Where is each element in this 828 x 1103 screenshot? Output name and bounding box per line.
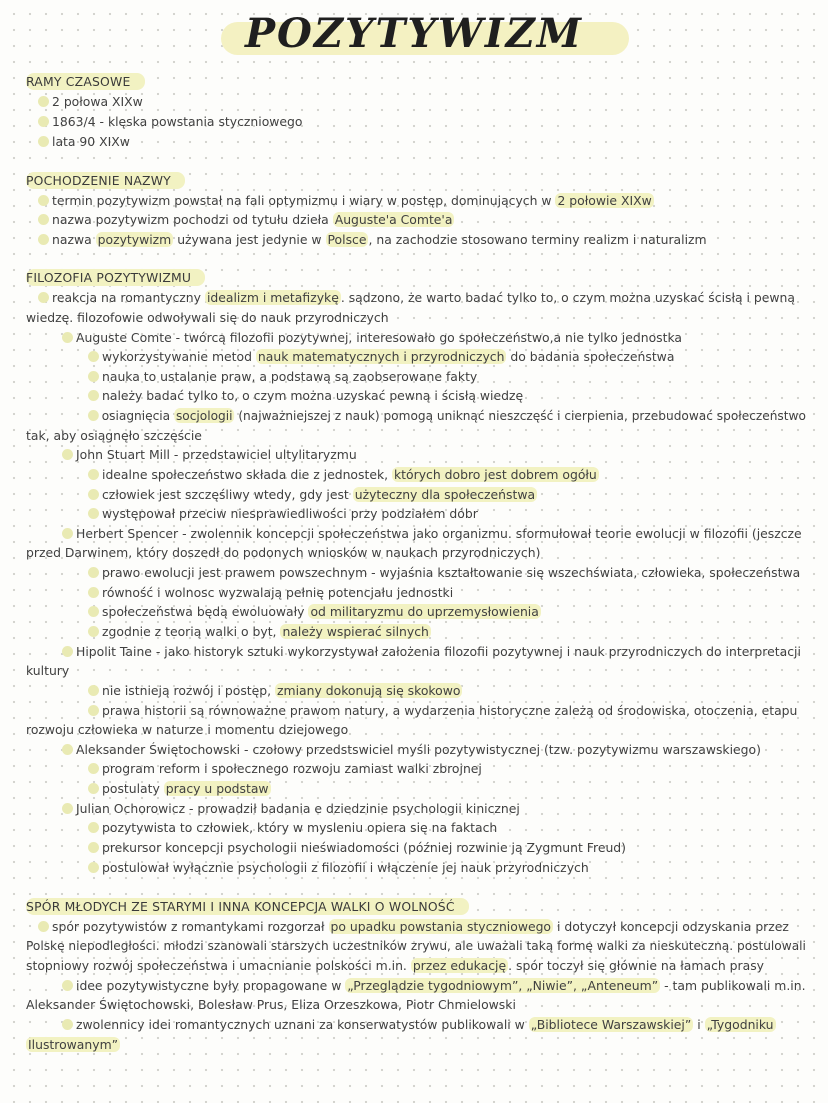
list-item: termin pozytywizm powstał na fali optymizmu i wiary w postęp, dominujących w 2 połowie XIXw <box>38 192 654 210</box>
bullet-dot <box>88 351 99 362</box>
person-entry-swietochowski: Aleksander Świętochowski - czołowy przedstswiciel myśli pozytywistycznej (tzw. pozytywizmu warszawskiego) <box>62 741 761 759</box>
list-item: idealne społeczeństwo składa die z jednostek, których dobro jest dobrem ogółu <box>88 466 599 484</box>
bullet-dot <box>88 489 99 500</box>
paragraph-line: spór pozytywistów z romantykami rozgorzał po upadku powstania styczniowego i dotyczył koncepcji odzyskania przez <box>38 918 789 936</box>
bullet-dot <box>62 1019 73 1030</box>
list-item: wykorzystywanie metod nauk matematycznych i przyrodniczych do badania społeczeństwa <box>88 348 674 366</box>
bullet-dot <box>88 371 99 382</box>
list-item: osiagnięcia socjologii (najważniejszej z nauk) pomogą uniknąć nieszczęść i cierpienia, przebudować społeczeństwo <box>88 407 806 425</box>
section-heading-filozofia <box>26 269 205 287</box>
bullet-dot <box>62 332 73 343</box>
section-heading-nazwa <box>26 172 185 190</box>
list-item: 1863/4 - klęska powstania styczniowego <box>38 113 302 131</box>
list-item: nazwa pozytywizm pochodzi od tytułu dzieła Auguste'a Comte'a <box>38 211 454 229</box>
bullet-dot <box>88 410 99 421</box>
bullet-dot <box>88 469 99 480</box>
paragraph-line: reakcja na romantyczny idealizm i metafizykę . sądzono, że warto badać tylko to, o czym można uzyskać ścisłą i pewną <box>38 289 795 307</box>
bullet-dot <box>38 195 49 206</box>
heading-highlight: FILOZOFIA POZYTYWIZMU <box>26 269 205 286</box>
heading-highlight: RAMY CZASOWE <box>26 73 145 90</box>
list-item: człowiek jest szczęśliwy wtedy, gdy jest użyteczny dla społeczeństwa <box>88 486 537 504</box>
section-heading-ramy <box>26 73 145 91</box>
list-item: nazwa pozytywizm używana jest jedynie w Polsce , na zachodzie stosowano terminy realizm i naturalizm <box>38 231 707 249</box>
heading-highlight: POCHODZENIE NAZWY <box>26 172 185 189</box>
bullet-dot <box>88 763 99 774</box>
paragraph-line: Ilustrowanym” <box>28 1037 119 1052</box>
person-entry-taine: Hipolit Taine - jako historyk sztuki wykorzystywał założenia filozofii pozytywnej i nauk przyrodniczych do interpretacji <box>62 643 801 661</box>
bullet-dot <box>88 783 99 794</box>
person-entry-spencer: Herbert Spencer - zwolennik koncepcji społeczeństwa jako organizmu. sformułował teorie ewolucji w filozofii (jeszcze <box>62 525 802 543</box>
list-item: społeczeństwa będą ewoluowały od militaryzmu do uprzemysłowienia <box>88 603 541 621</box>
paragraph-line: przed Darwinem, który doszedł do podonych wniosków w naukach przyrodniczych) <box>26 545 541 560</box>
bullet-dot <box>88 822 99 833</box>
paragraph-line: tak, aby osiągnęło szczęście <box>26 428 202 443</box>
bullet-dot <box>88 508 99 519</box>
list-item: pozytywista to człowiek, który w mysleniu opiera się na faktach <box>88 819 497 837</box>
bullet-dot <box>62 803 73 814</box>
page-title: POZYTYWIZM <box>227 10 601 57</box>
list-item: lata 90 XIXw <box>38 133 130 151</box>
bullet-dot <box>38 234 49 245</box>
bullet-dot <box>62 744 73 755</box>
list-item: nie istnieją rozwój i postęp, zmiany dokonują się skokowo <box>88 682 462 700</box>
list-item: zgodnie z teorią walki o byt, należy wspierać silnych <box>88 623 431 641</box>
person-entry-comte: Auguste Comte - twórcą filozofii pozytywnej, interesowało go społeczeństwo,a nie tylko jednostka <box>62 329 682 347</box>
list-item: nauka to ustalanie praw, a podstawą są zaobserowane fakty <box>88 368 477 386</box>
bullet-dot <box>88 567 99 578</box>
list-item: postulaty pracy u podstaw <box>88 780 271 798</box>
list-item: program reform i społecznego rozwoju zamiast walki zbrojnej <box>88 760 482 778</box>
paragraph-line: wiedzę. filozofowie odwoływali się do nauk przyrodniczych <box>26 310 389 325</box>
bullet-dot <box>88 587 99 598</box>
bullet-dot <box>88 705 99 716</box>
list-item: prawa historii są równoważne prawom natury, a wydarzenia historyczne zależą od środowiska, otoczenia, etapu <box>88 702 797 720</box>
bullet-dot <box>38 214 49 225</box>
paragraph-line: stopniowy rozwój społeczeństwa i umacnianie polskości m.in. przez edukację . spór toczył się głównie na łamach prasy <box>26 958 765 973</box>
bullet-dot <box>38 921 49 932</box>
person-entry-ochorowicz: Julian Ochorowicz - prowadził badania e dziedzinie psychologii kinicznej <box>62 800 520 818</box>
paragraph-line: zwolennicy idei romantycznych uznani za konserwatystów publikowali w „Bibliotece Warszawskiej” i „Tygodniku <box>62 1016 776 1034</box>
list-item: 2 połowa XIXw <box>38 93 143 111</box>
bullet-dot <box>62 646 73 657</box>
bullet-dot <box>38 136 49 147</box>
section-heading-spor <box>26 898 469 916</box>
paragraph-line: idee pozytywistyczne były propagowane w „Przeglądzie tygodniowym”, „Niwie”, „Anteneum” - tam publikowali m.in. <box>62 977 806 995</box>
paragraph-line: Polskę niepodległości. młodzi szanowali starszych uczestników zrywu, ale uważali taką formę walki za nieskuteczną. postulowali <box>26 938 806 953</box>
title-area <box>0 10 828 57</box>
bullet-dot <box>88 390 99 401</box>
list-item: równość i wolnosc wyzwalają pełnię potencjału jednostki <box>88 584 453 602</box>
person-entry-mill: John Stuart Mill - przedstawiciel ultylitaryzmu <box>62 446 357 464</box>
bullet-dot <box>38 116 49 127</box>
bullet-dot <box>38 96 49 107</box>
bullet-dot <box>88 842 99 853</box>
list-item: występował przeciw niesprawiedliwości przy podziałem dóbr <box>88 505 478 523</box>
bullet-dot <box>62 449 73 460</box>
list-item: prekursor koncepcji psychologii nieświadomości (później rozwinie ją Zygmunt Freud) <box>88 839 626 857</box>
bullet-dot <box>88 685 99 696</box>
list-item: prawo ewolucji jest prawem powszechnym - wyjaśnia kształtowanie się wszechświata, człowieka, społeczeństwa <box>88 564 800 582</box>
bullet-dot <box>88 606 99 617</box>
paragraph-line: Aleksander Świętochowski, Bolesław Prus, Eliza Orzeszkowa, Piotr Chmielowski <box>26 997 516 1012</box>
list-item: postulował wyłącznie psychologii z filozofii i włączenie jej nauk przyrodniczych <box>88 859 589 877</box>
bullet-dot <box>62 980 73 991</box>
paragraph-line: rozwoju człowieka w naturze i momentu dziejowego <box>26 722 349 737</box>
bullet-dot <box>88 626 99 637</box>
bullet-dot <box>38 292 49 303</box>
bullet-dot <box>88 862 99 873</box>
bullet-dot <box>62 528 73 539</box>
paragraph-line: kultury <box>26 663 70 678</box>
list-item: należy badać tylko to, o czym można uzyskać pewną i ścisłą wiedzę <box>88 387 523 405</box>
heading-highlight: SPÓR MŁODYCH ZE STARYMI I INNA KONCEPCJA WALKI O WOLNOŚĆ <box>26 898 469 915</box>
